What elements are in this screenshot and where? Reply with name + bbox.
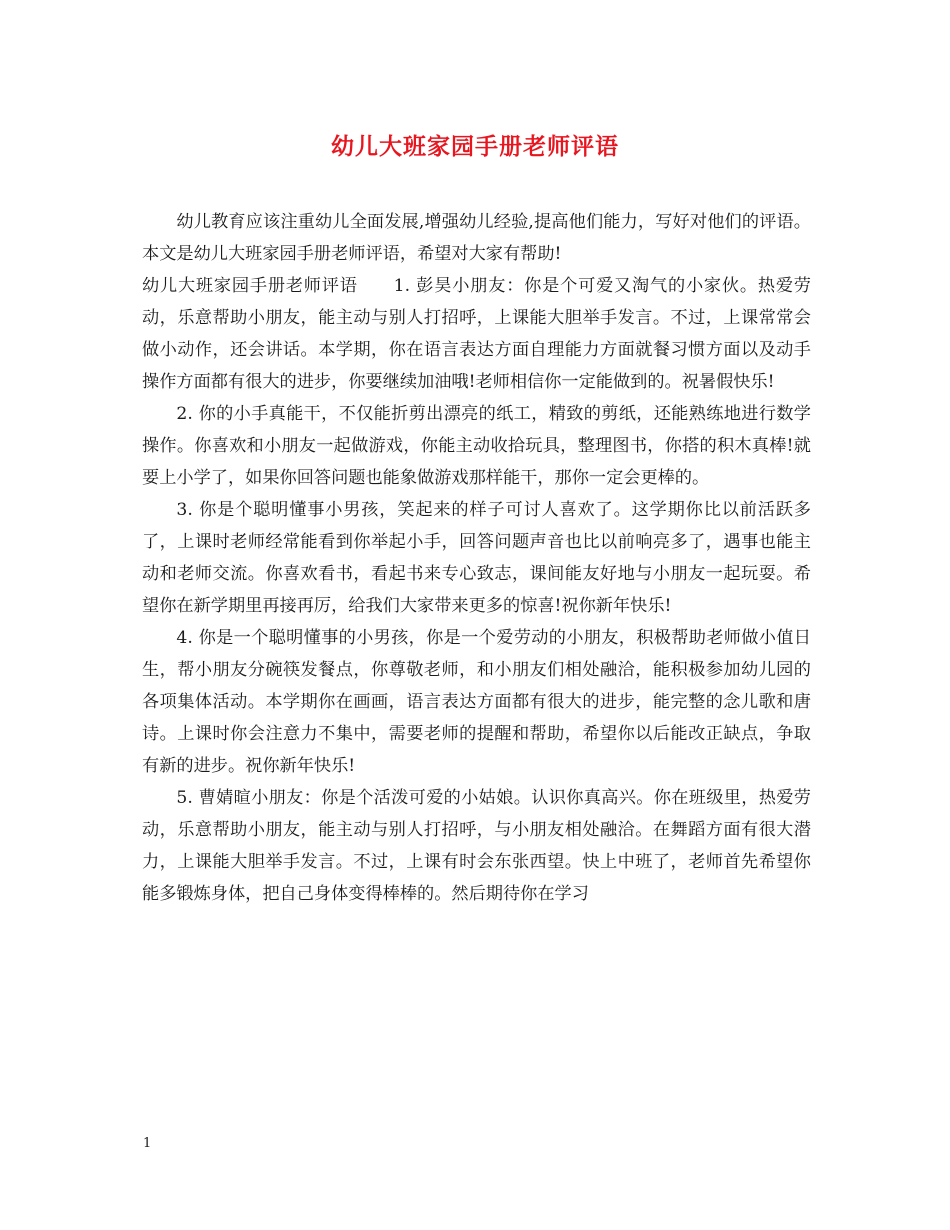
page-number: 1 [143, 1136, 152, 1151]
paragraph-comment-4: 4. 你是一个聪明懂事的小男孩，你是一个爱劳动的小朋友，积极帮助老师做小值日生，帮小朋友分碗筷发餐点，你尊敬老师，和小朋友们相处融洽，能积极参加幼儿园的各项集体活动。本学期你在画画，语言表达方面都有很大的进步，能完整的念儿歌和唐诗。上课时你会注意力不集中，需要老师的提醒和帮助，希望你以后能改正缺点，争取有新的进步。祝你新年快乐! [142, 628, 811, 776]
paragraph-comment-3: 3. 你是个聪明懂事小男孩，笑起来的样子可讨人喜欢了。这学期你比以前活跃多了，上课时老师经常能看到你举起小手，回答问题声音也比以前响亮多了，遇事也能主动和老师交流。你喜欢看书，看起书来专心致志，课间能友好地与小朋友一起玩耍。希望你在新学期里再接再厉，给我们大家带来更多的惊喜!祝你新年快乐! [142, 500, 811, 616]
paragraph-comment-2: 2. 你的小手真能干，不仅能折剪出漂亮的纸工，精致的剪纸，还能熟练地进行数学操作。你喜欢和小朋友一起做游戏，你能主动收拾玩具，整理图书，你搭的积木真棒!就要上小学了，如果你回答问题也能象做游戏那样能干，那你一定会更棒的。 [142, 404, 811, 488]
page-title: 幼儿大班家园手册老师评语 [331, 133, 619, 160]
document-body [142, 206, 811, 910]
paragraph-comment-1: 幼儿大班家园手册老师评语 1. 彭昊小朋友：你是个可爱又淘气的小家伙。热爱劳动，乐意帮助小朋友，能主动与别人打招呼，上课能大胆举手发言。不过，上课常常会做小动作，还会讲话。本学期，你在语言表达方面自理能力方面就餐习惯方面以及动手操作方面都有很大的进步，你要继续加油哦!老师相信你一定能做到的。祝暑假快乐! [142, 276, 811, 392]
paragraph-intro: 幼儿教育应该注重幼儿全面发展,增强幼儿经验,提高他们能力，写好对他们的评语。本文是幼儿大班家园手册老师评语，希望对大家有帮助! [142, 212, 811, 264]
paragraph-comment-5: 5. 曹婧暄小朋友：你是个活泼可爱的小姑娘。认识你真高兴。你在班级里，热爱劳动，乐意帮助小朋友，能主动与别人打招呼，与小朋友相处融洽。在舞蹈方面有很大潜力，上课能大胆举手发言。不过，上课有时会东张西望。快上中班了，老师首先希望你能多锻炼身体，把自己身体变得棒棒的。然后期待你在学习 [142, 788, 811, 904]
